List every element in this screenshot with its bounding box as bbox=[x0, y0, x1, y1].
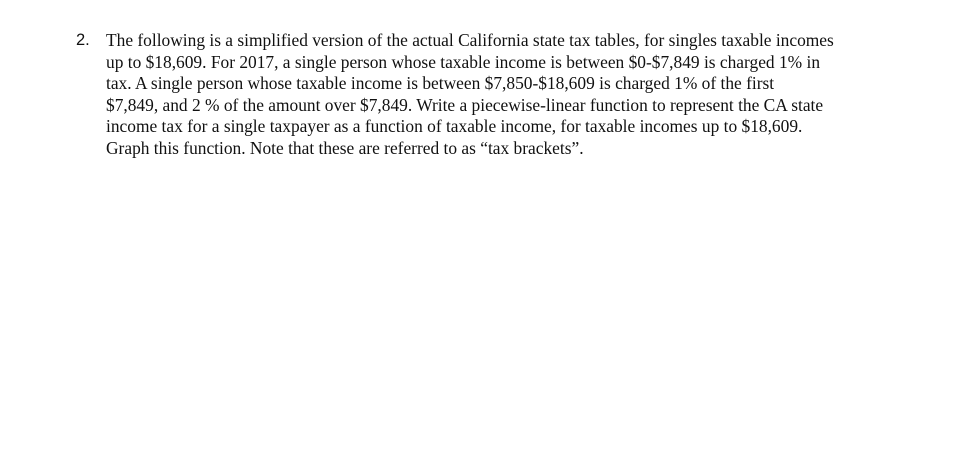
problem-text-line: tax. A single person whose taxable income is between $7,850-$18,609 is charged 1% of the first bbox=[106, 73, 775, 93]
problem-text-line: $7,849, and 2 % of the amount over $7,849. Write a piecewise-linear function to represent the CA state bbox=[106, 94, 824, 115]
problem-text bbox=[106, 30, 926, 159]
problem-text-line: The following is a simplified version of the actual California state tax tables, for singles taxable incomes bbox=[106, 30, 834, 50]
problem-text-line: up to $18,609. For 2017, a single person whose taxable income is between $0-$7,849 is charged 1% in bbox=[106, 51, 821, 72]
problem-number: 2. bbox=[76, 31, 90, 49]
problem-text-line: income tax for a single taxpayer as a function of taxable income, for taxable incomes up to $18,609. bbox=[106, 116, 803, 136]
problem-text-line: Graph this function. Note that these are referred to as “tax brackets”. bbox=[106, 137, 584, 158]
problem-2 bbox=[76, 30, 926, 159]
